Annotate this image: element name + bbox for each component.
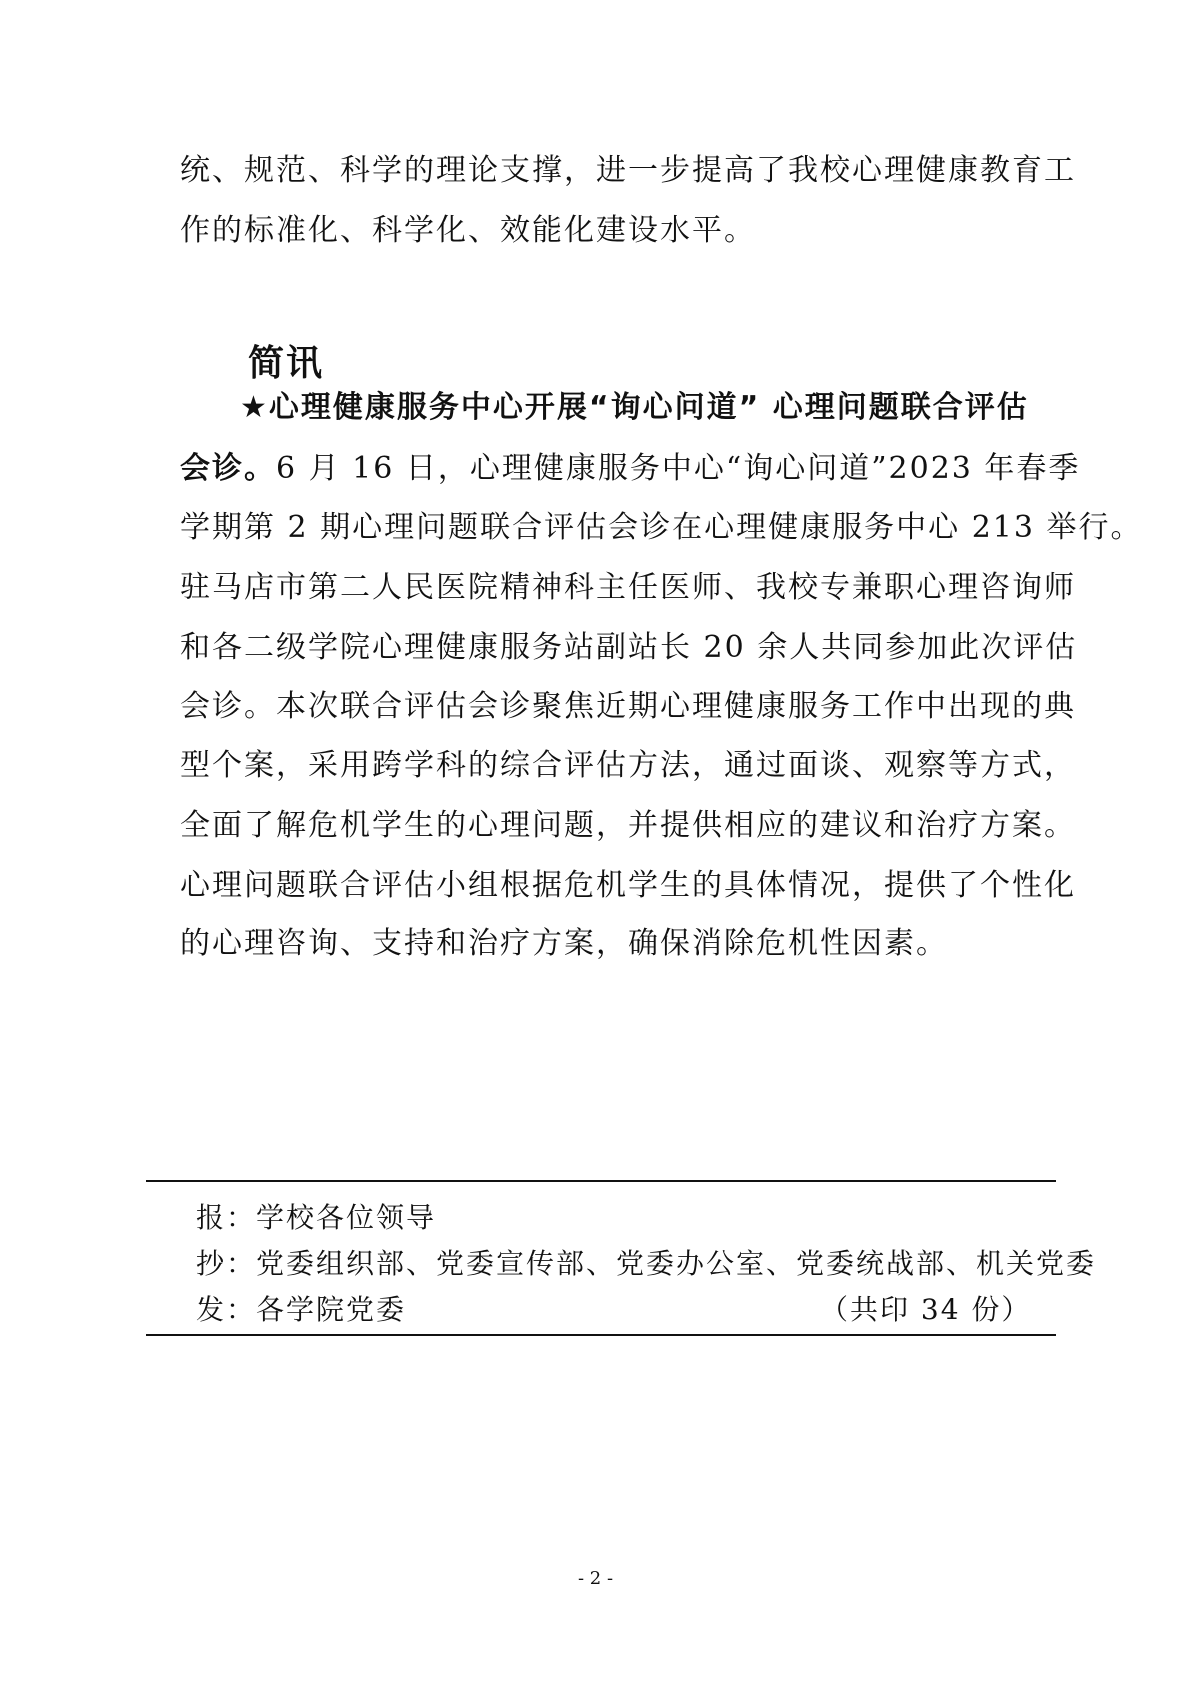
section-heading: 简讯 <box>248 343 325 384</box>
page-number: - 2 - <box>577 1568 614 1589</box>
news-body-line-3: 和各二级学院心理健康服务站副站长 20 余人共同参加此次评估 <box>180 630 1078 665</box>
distribution-send: 发：各学院党委 <box>196 1293 407 1326</box>
news-title: ★心理健康服务中心开展“询心问道” 心理问题联合评估 <box>240 390 1029 425</box>
distribution-bottom-rule <box>146 1334 1056 1336</box>
distribution-copy: 抄：党委组织部、党委宣传部、党委办公室、党委统战部、机关党委 <box>196 1247 1097 1280</box>
news-title-end: 会诊。 <box>180 451 276 486</box>
news-body-line-8: 的心理咨询、支持和治疗方案，确保消除危机性因素。 <box>180 926 948 961</box>
news-body-line-6: 全面了解危机学生的心理问题，并提供相应的建议和治疗方案。 <box>180 808 1076 843</box>
intro-line-1: 统、规范、科学的理论支撑，进一步提高了我校心理健康教育工 <box>180 153 1076 188</box>
news-body-line-2: 驻马店市第二人民医院精神科主任医师、我校专兼职心理咨询师 <box>180 570 1076 605</box>
copies-count: （共印 34 份） <box>820 1293 1032 1326</box>
news-line-2 <box>180 443 1080 487</box>
intro-line-2: 作的标准化、科学化、效能化建设水平。 <box>180 213 756 248</box>
news-body-line-4: 会诊。本次联合评估会诊聚焦近期心理健康服务工作中出现的典 <box>180 689 1076 724</box>
distribution-top-rule <box>146 1180 1056 1182</box>
news-line-2-text: 6 月 16 日，心理健康服务中心“询心问道”2023 年春季 <box>276 451 1081 486</box>
distribution-report: 报：学校各位领导 <box>196 1201 437 1234</box>
news-body-line-1: 学期第 2 期心理问题联合评估会诊在心理健康服务中心 213 举行。 <box>180 510 1143 545</box>
news-body-line-7: 心理问题联合评估小组根据危机学生的具体情况，提供了个性化 <box>180 868 1076 903</box>
news-body-line-5: 型个案，采用跨学科的综合评估方法，通过面谈、观察等方式， <box>180 748 1076 783</box>
